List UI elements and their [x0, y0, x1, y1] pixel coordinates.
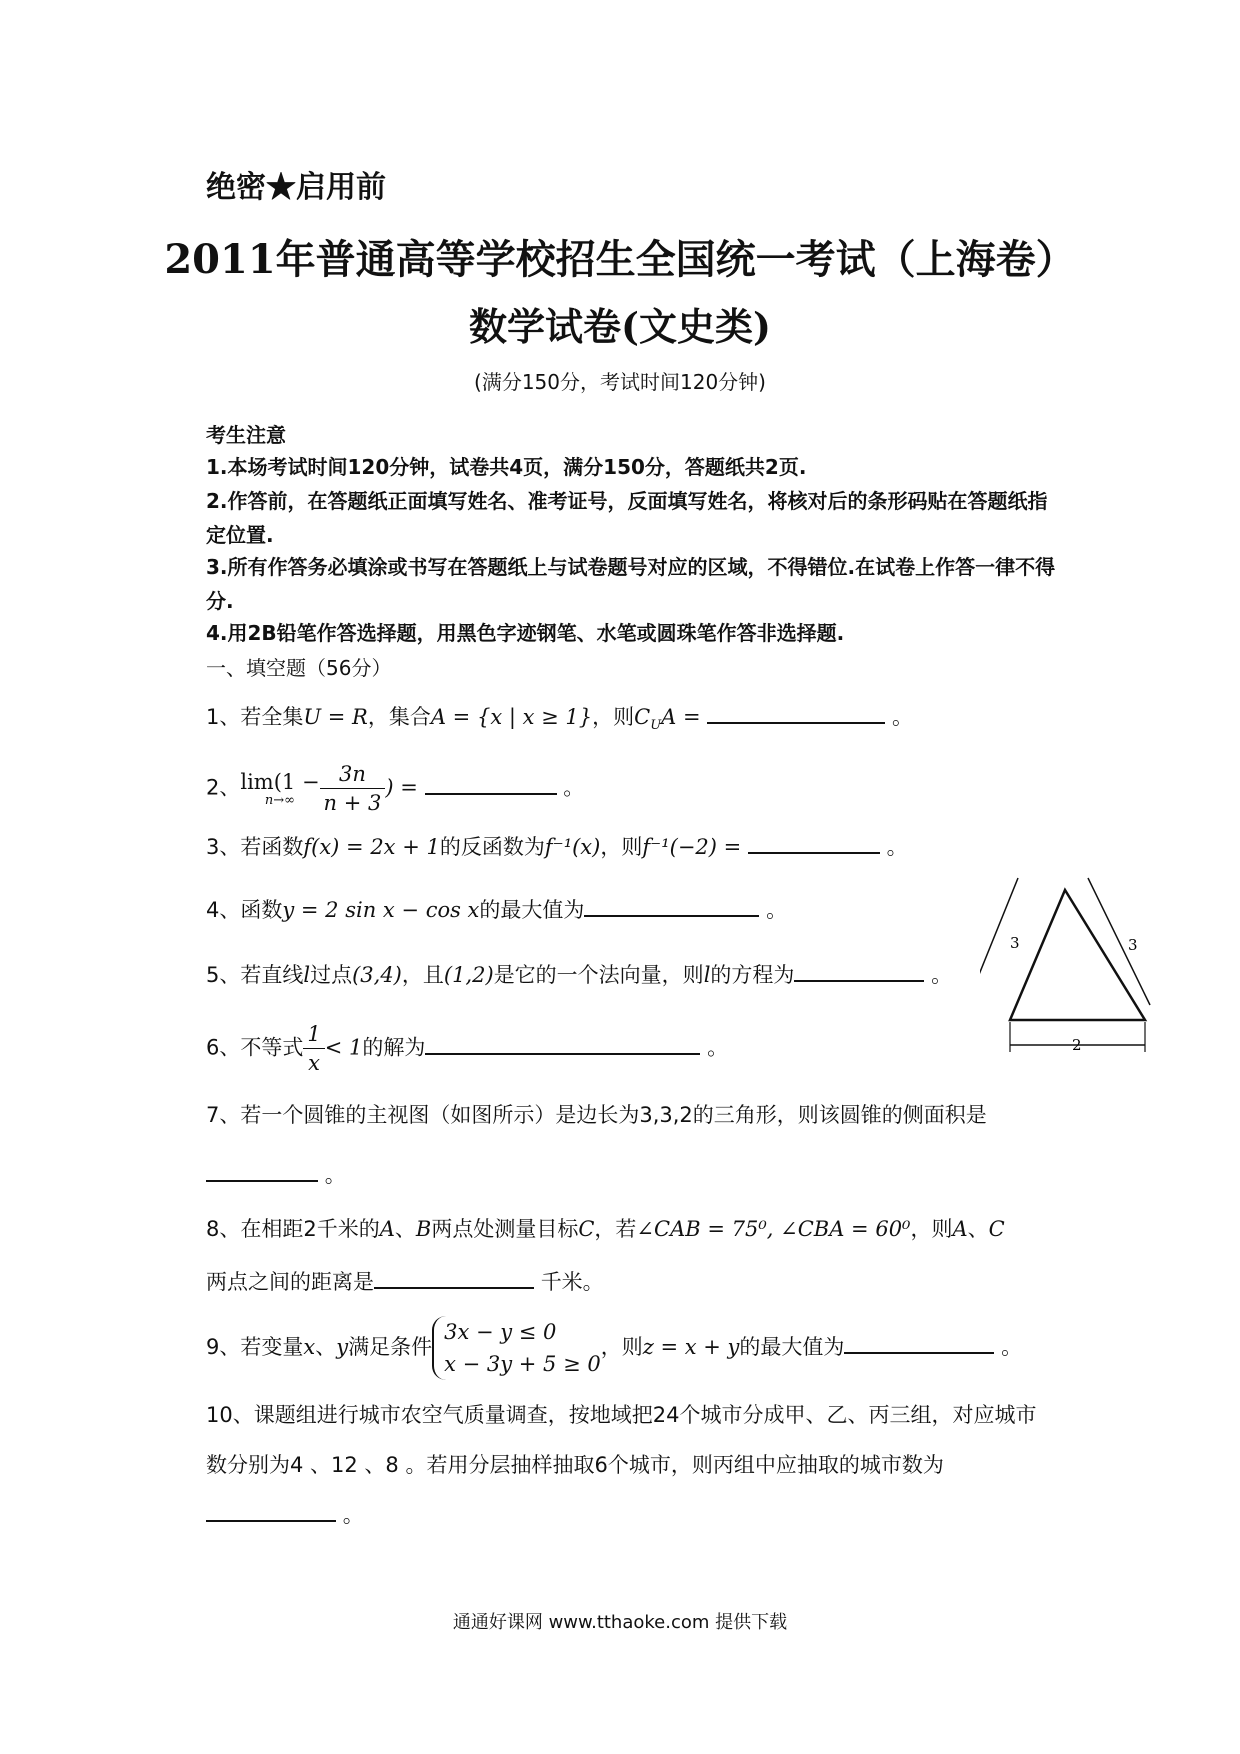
q10-text: 10、课题组进行城市农空气质量调查，按地域把24个城市分成甲、乙、丙三组，对应城市数分别为4 、12 、8 。若用分层抽样抽取6个城市，则丙组中应抽取的城市数为 — [206, 1403, 1037, 1477]
q8-math: C — [988, 1217, 1005, 1241]
question-8 — [206, 1212, 1005, 1246]
q8-text: 8、在相距2千米的 — [206, 1217, 380, 1241]
q9-text: ，则 — [600, 1335, 643, 1359]
q6-fraction — [303, 1020, 324, 1077]
q9-text: 的最大值为 — [739, 1335, 845, 1359]
q8-answer-blank[interactable] — [374, 1265, 534, 1289]
q3-math: f⁻¹(x) — [544, 835, 601, 859]
question-7 — [206, 1098, 987, 1132]
q9-text: 9、若变量 — [206, 1335, 304, 1359]
q5-text: 的方程为 — [710, 963, 795, 987]
q3-text: 。 — [886, 835, 908, 859]
q6-text: 6、不等式 — [206, 1035, 304, 1060]
q8-math: A — [952, 1217, 968, 1241]
q3-math: f(x) = 2x + 1 — [303, 835, 440, 859]
q2-fraction — [320, 760, 386, 817]
q8-text: 两点之间的距离是 — [206, 1270, 374, 1294]
footer-source: 通通好课网 www.tthaoke.com 提供下载 — [452, 1612, 788, 1633]
q6-text: 的解为 — [362, 1035, 426, 1060]
q9-text: 满足条件 — [348, 1335, 433, 1359]
q9-condition-2: x − 3y + 5 ≥ 0 — [444, 1352, 601, 1376]
question-3 — [206, 830, 908, 864]
q9-text: 。 — [1001, 1335, 1023, 1359]
q5-text: 5、若直线 — [206, 963, 304, 987]
q2-math: ) = — [385, 775, 418, 800]
q8-text: 、 — [394, 1217, 416, 1241]
q6-den: x — [308, 1051, 320, 1075]
q1-math-sub: U — [650, 718, 662, 734]
q2-lim-word: lim(1 − — [240, 769, 320, 794]
q6-text: 。 — [707, 1035, 729, 1060]
q8-math: A — [379, 1217, 395, 1241]
q2-answer-blank[interactable] — [425, 771, 557, 795]
q5-text: ，且 — [401, 963, 444, 987]
q2-lim-sub: n→∞ — [264, 792, 296, 808]
q1-answer-blank[interactable] — [707, 700, 885, 724]
notice-heading: 考生注意 — [206, 423, 286, 447]
q9-text: 、 — [315, 1335, 337, 1359]
q1-text: ，则 — [592, 705, 635, 729]
q2-den: n + 3 — [323, 791, 382, 815]
q4-text: 4、函数 — [206, 898, 283, 922]
q2-limit — [240, 770, 319, 808]
q5-math: l — [703, 963, 711, 987]
question-10 — [206, 1390, 1056, 1540]
q3-text: 3、若函数 — [206, 835, 304, 859]
q3-answer-blank[interactable] — [748, 830, 880, 854]
base-label: 2 — [1072, 1036, 1082, 1054]
q7-text: 。 — [324, 1163, 346, 1187]
q2-text: 2、 — [206, 775, 241, 800]
q4-answer-blank[interactable] — [584, 893, 759, 917]
q9-math: x — [303, 1335, 316, 1359]
q5-text: 是它的一个法向量，则 — [493, 963, 704, 987]
q8-text: 两点处测量目标 — [431, 1217, 579, 1241]
q6-answer-blank[interactable] — [425, 1031, 700, 1055]
q2-text: 。 — [563, 775, 585, 800]
question-7-answer — [206, 1158, 346, 1192]
q1-math: C — [634, 705, 651, 729]
q8-math: C — [578, 1217, 595, 1241]
left-side-label: 3 — [1010, 934, 1020, 952]
question-4 — [206, 893, 787, 927]
q1-text: 1、若全集 — [206, 705, 304, 729]
q4-text: 。 — [766, 898, 788, 922]
q5-answer-blank[interactable] — [794, 958, 924, 982]
question-5 — [206, 958, 952, 992]
q10-answer-blank[interactable] — [206, 1498, 336, 1522]
q5-text: 。 — [931, 963, 953, 987]
cone-front-view-figure — [980, 870, 1180, 1070]
q9-answer-blank[interactable] — [844, 1330, 994, 1354]
question-1 — [206, 700, 913, 743]
q4-text: 的最大值为 — [479, 898, 585, 922]
q5-math: (1,2) — [443, 963, 494, 987]
q3-text: 的反函数为 — [439, 835, 545, 859]
q8-text: ，则 — [910, 1217, 953, 1241]
q4-math: y = 2 sin x − cos x — [282, 898, 480, 922]
q8-math: B — [415, 1217, 432, 1241]
q1-math: U = R — [303, 705, 368, 729]
right-side-label: 3 — [1128, 936, 1138, 954]
exam-score-time: (满分150分，考试时间120分钟) — [474, 370, 766, 394]
q9-math: z = x + y — [642, 1335, 740, 1359]
question-8-answer — [206, 1265, 604, 1299]
q7-answer-blank[interactable] — [206, 1158, 318, 1182]
q1-text: ，集合 — [367, 705, 431, 729]
q6-num: 1 — [303, 1020, 324, 1049]
secret-label: 绝密★启用前 — [206, 170, 386, 205]
triangle-shape — [1010, 890, 1145, 1020]
q3-text: ，则 — [600, 835, 643, 859]
exam-title: 2011年普通高等学校招生全国统一考试（上海卷） — [164, 236, 1076, 283]
q1-math: A = — [661, 705, 701, 729]
q8-text: ，若 — [594, 1217, 637, 1241]
exam-subject: 数学试卷(文史类) — [469, 304, 771, 349]
q8-math: ∠CAB = 75⁰, ∠CBA = 60⁰ — [636, 1217, 911, 1241]
q9-math: y — [336, 1335, 349, 1359]
q5-math: l — [303, 963, 311, 987]
question-9 — [206, 1316, 1022, 1380]
q8-text: 、 — [967, 1217, 989, 1241]
notice-item-3: 3.所有作答务必填涂或书写在答题纸上与试卷题号对应的区域，不得错位.在试卷上作答一律不得分. — [206, 555, 1056, 613]
notice-item-4: 4.用2B铅笔作答选择题，用黑色字迹钢笔、水笔或圆珠笔作答非选择题. — [206, 621, 845, 645]
notice-item-2: 2.作答前，在答题纸正面填写姓名、准考证号，反面填写姓名，将核对后的条形码贴在答题纸指定位置. — [206, 489, 1048, 547]
q8-text: 千米。 — [540, 1270, 604, 1294]
section-title: 一、填空题（56分） — [206, 656, 392, 680]
q2-num: 3n — [320, 760, 386, 789]
notice-item-1: 1.本场考试时间120分钟，试卷共4页，满分150分，答题纸共2页. — [206, 455, 807, 479]
q7-text: 7、若一个圆锥的主视图（如图所示）是边长为3,3,2的三角形，则该圆锥的侧面积是 — [206, 1103, 987, 1127]
q3-math: f⁻¹(−2) = — [642, 835, 742, 859]
q6-math: < 1 — [324, 1035, 363, 1060]
q1-text: 。 — [891, 705, 913, 729]
q1-math: A = {x | x ≥ 1} — [430, 705, 593, 729]
q9-system — [432, 1316, 601, 1380]
q5-math: (3,4) — [352, 963, 402, 987]
q9-condition-1: 3x − y ≤ 0 — [444, 1320, 557, 1344]
question-2 — [206, 760, 584, 817]
q10-text: 。 — [342, 1503, 364, 1527]
q5-text: 过点 — [310, 963, 353, 987]
question-6 — [206, 1020, 728, 1077]
